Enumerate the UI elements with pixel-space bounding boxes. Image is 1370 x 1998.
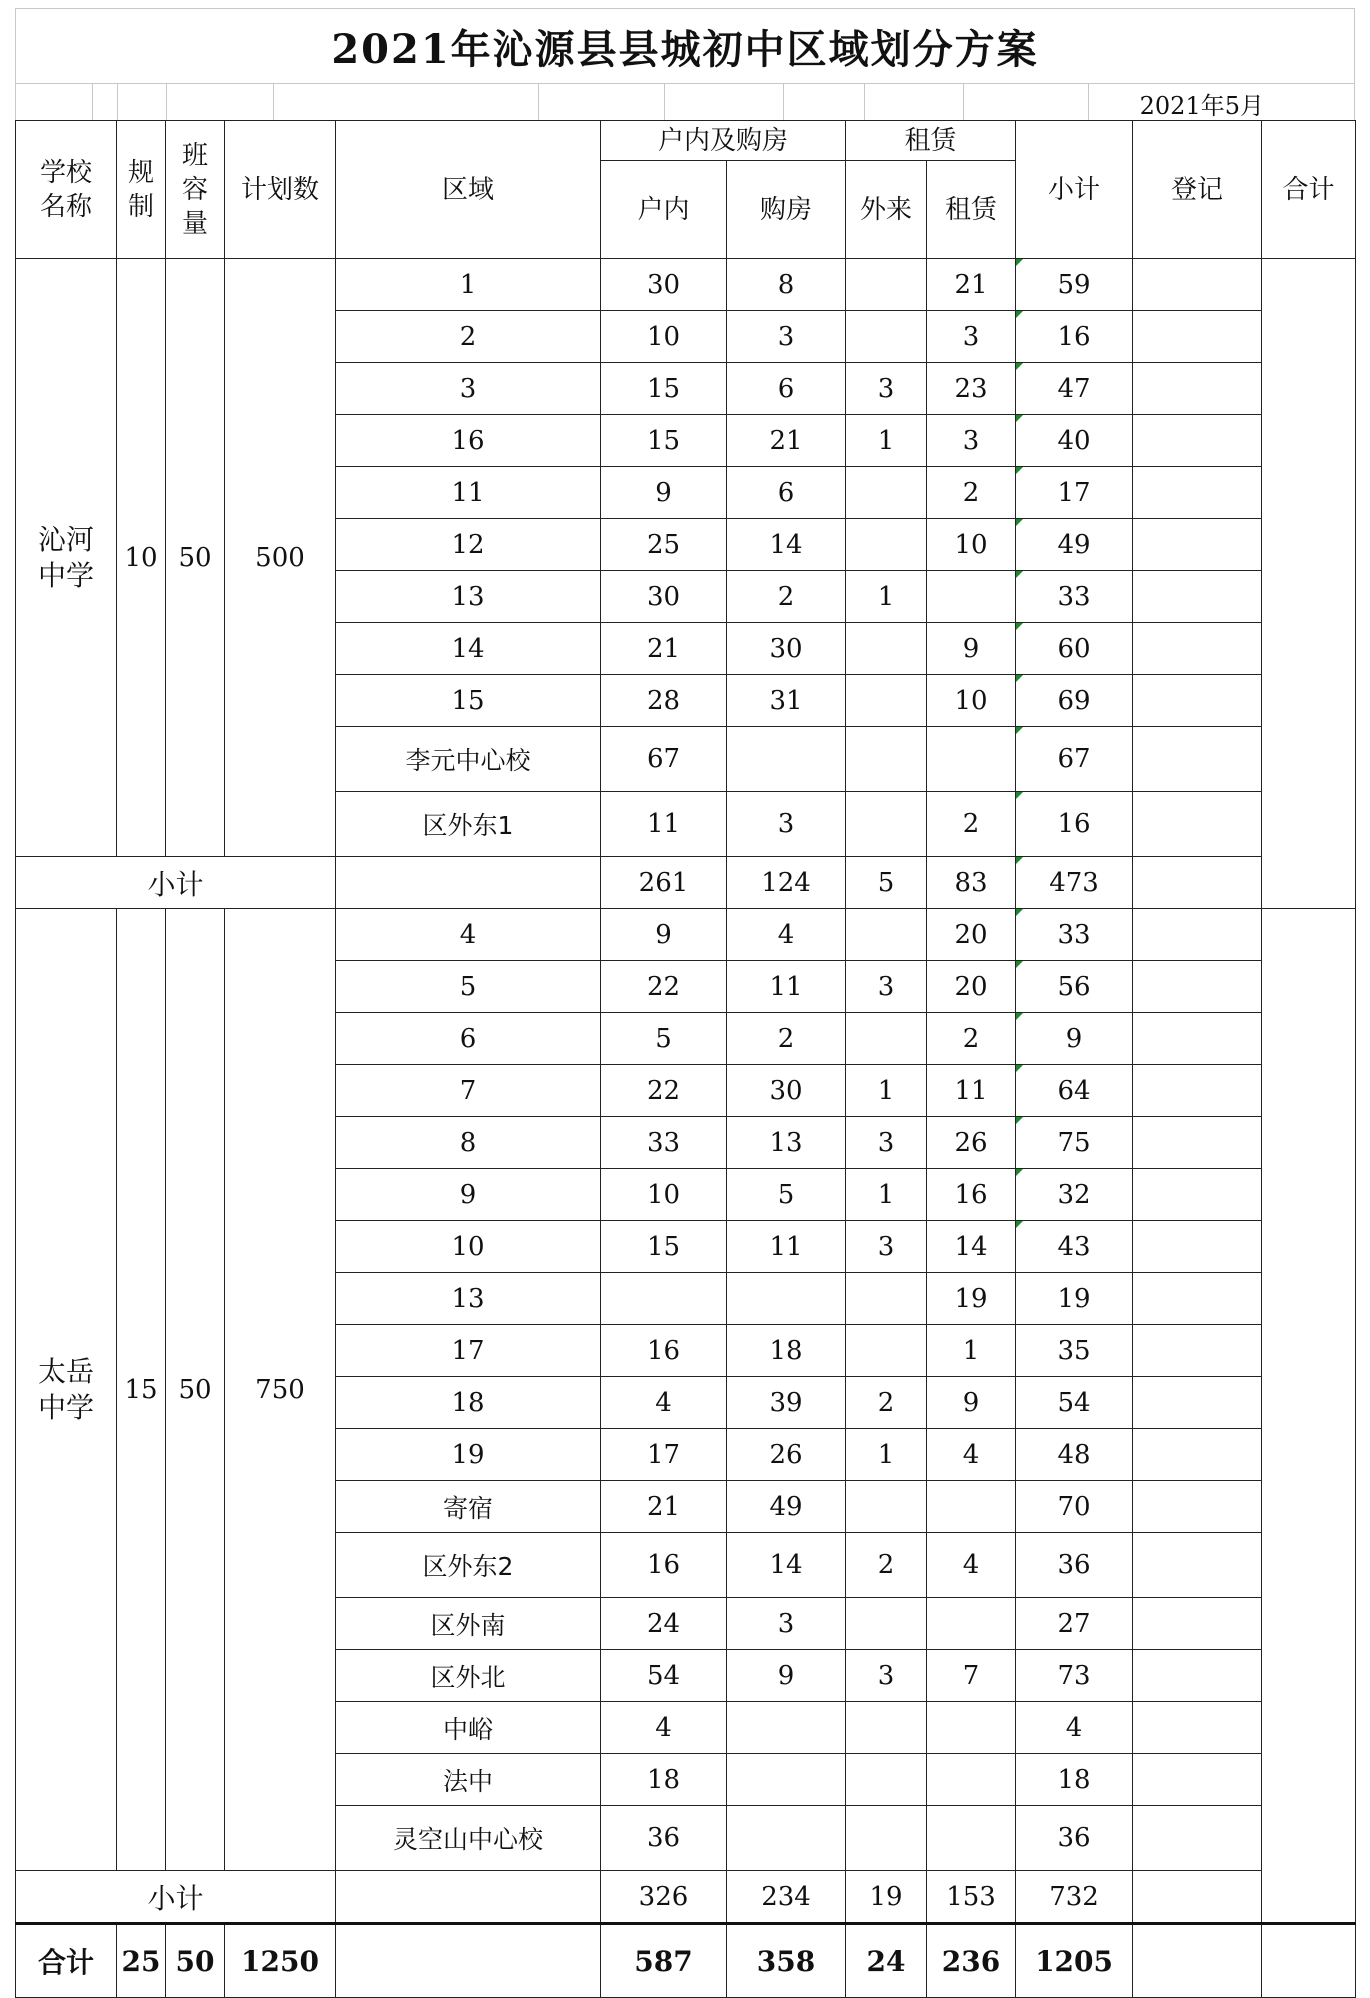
register-cell: [1133, 1806, 1262, 1871]
wailai-cell: 3: [846, 1221, 927, 1273]
wailai-cell: [846, 467, 927, 519]
area-cell: 15: [336, 675, 601, 727]
title-row: [15, 8, 1355, 83]
area-cell: 19: [336, 1429, 601, 1481]
hunei-cell: 10: [601, 1169, 727, 1221]
area-cell: 区外东1: [336, 792, 601, 857]
goufang-cell: 8: [727, 259, 846, 311]
register-cell: [1133, 1117, 1262, 1169]
grand-total-subtotal: 1205: [1016, 1924, 1133, 1998]
goufang-cell: 14: [727, 519, 846, 571]
register-cell: [1133, 857, 1262, 909]
goufang-cell: 30: [727, 623, 846, 675]
goufang-cell: 6: [727, 363, 846, 415]
area-cell: [336, 1924, 601, 1998]
hunei-cell: 15: [601, 363, 727, 415]
goufang-cell: 26: [727, 1429, 846, 1481]
goufang-cell: 21: [727, 415, 846, 467]
header-subtotal: 小计: [1016, 121, 1133, 259]
register-cell: [1133, 623, 1262, 675]
goufang-cell: 49: [727, 1481, 846, 1533]
hunei-cell: 15: [601, 415, 727, 467]
school-name-line: 太岳: [37, 1354, 94, 1388]
school-capacity: 50: [166, 909, 225, 1871]
register-cell: [1133, 961, 1262, 1013]
subtotal-cell: 59: [1016, 259, 1133, 311]
area-cell: 10: [336, 1221, 601, 1273]
wailai-cell: 1: [846, 1169, 927, 1221]
register-cell: [1133, 467, 1262, 519]
hunei-cell: 4: [601, 1702, 727, 1754]
school-name-line: 沁河: [37, 522, 94, 556]
subtotal-cell: 16: [1016, 311, 1133, 363]
zulin-cell: 23: [927, 363, 1016, 415]
area-cell: 寄宿: [336, 1481, 601, 1533]
wailai-cell: [846, 623, 927, 675]
wailai-cell: [846, 1806, 927, 1871]
header-group-rent: 租赁: [846, 121, 1016, 161]
header-zulin: 租赁: [927, 161, 1016, 259]
hunei-cell: 21: [601, 1481, 727, 1533]
area-cell: [336, 1871, 601, 1924]
goufang-cell: 3: [727, 1598, 846, 1650]
zulin-cell: [927, 1702, 1016, 1754]
zulin-cell: 4: [927, 1429, 1016, 1481]
hunei-cell: 16: [601, 1533, 727, 1598]
zulin-cell: 4: [927, 1533, 1016, 1598]
zulin-cell: 7: [927, 1650, 1016, 1702]
zulin-cell: [927, 1481, 1016, 1533]
subtotal-cell: 9: [1016, 1013, 1133, 1065]
wailai-cell: [846, 259, 927, 311]
wailai-cell: [846, 519, 927, 571]
grand-total-goufang: 358: [727, 1924, 846, 1998]
register-cell: [1133, 1169, 1262, 1221]
goufang-cell: 11: [727, 1221, 846, 1273]
area-cell: [336, 857, 601, 909]
wailai-cell: [846, 909, 927, 961]
school-plan: 500: [225, 259, 336, 857]
zulin-cell: 2: [927, 467, 1016, 519]
wailai-cell: [846, 1754, 927, 1806]
zulin-cell: 10: [927, 675, 1016, 727]
wailai-cell: [846, 675, 927, 727]
subtotal-cell: 16: [1016, 792, 1133, 857]
register-cell: [1133, 1702, 1262, 1754]
table-row: [16, 909, 1356, 961]
subtotal-cell: 70: [1016, 1481, 1133, 1533]
area-cell: 6: [336, 1013, 601, 1065]
zulin-cell: 16: [927, 1169, 1016, 1221]
area-cell: 13: [336, 571, 601, 623]
zulin-sum: 153: [927, 1871, 1016, 1924]
hunei-cell: 16: [601, 1325, 727, 1377]
zulin-cell: 21: [927, 259, 1016, 311]
goufang-cell: 4: [727, 909, 846, 961]
hunei-cell: 25: [601, 519, 727, 571]
zulin-cell: 3: [927, 415, 1016, 467]
hunei-cell: 30: [601, 571, 727, 623]
grand-total-zulin: 236: [927, 1924, 1016, 1998]
header-school-name: 学校 名称: [16, 121, 117, 259]
area-cell: 2: [336, 311, 601, 363]
zulin-cell: [927, 1598, 1016, 1650]
school-scale: 15: [117, 909, 166, 1871]
goufang-cell: 5: [727, 1169, 846, 1221]
grand-total-wailai: 24: [846, 1924, 927, 1998]
register-cell: [1133, 311, 1262, 363]
register-cell: [1133, 415, 1262, 467]
register-cell: [1133, 1429, 1262, 1481]
page-title: 2021年沁源县县城初中区域划分方案: [331, 25, 1039, 73]
subtotal-cell: 33: [1016, 571, 1133, 623]
zulin-cell: 26: [927, 1117, 1016, 1169]
goufang-cell: [727, 1806, 846, 1871]
goufang-cell: [727, 1273, 846, 1325]
subtotal-cell: 17: [1016, 467, 1133, 519]
grand-total-row: [16, 1924, 1356, 1998]
register-cell: [1133, 1013, 1262, 1065]
grand-total-capacity: 50: [166, 1924, 225, 1998]
goufang-cell: 18: [727, 1325, 846, 1377]
area-cell: 13: [336, 1273, 601, 1325]
area-cell: 17: [336, 1325, 601, 1377]
hunei-cell: [601, 1273, 727, 1325]
register-cell: [1133, 1481, 1262, 1533]
wailai-cell: [846, 1273, 927, 1325]
subtotal-cell: 60: [1016, 623, 1133, 675]
hunei-cell: 15: [601, 1221, 727, 1273]
goufang-cell: 11: [727, 961, 846, 1013]
header-plan: 计划数: [225, 121, 336, 259]
zulin-sum: 83: [927, 857, 1016, 909]
goufang-cell: 2: [727, 571, 846, 623]
register-cell: [1133, 1273, 1262, 1325]
subtotal-cell: 33: [1016, 909, 1133, 961]
wailai-cell: [846, 1598, 927, 1650]
area-cell: 区外北: [336, 1650, 601, 1702]
register-cell: [1133, 1377, 1262, 1429]
zulin-cell: 2: [927, 792, 1016, 857]
subtotal-sum: 732: [1016, 1871, 1133, 1924]
goufang-cell: 30: [727, 1065, 846, 1117]
wailai-cell: [846, 1325, 927, 1377]
area-cell: 区外南: [336, 1598, 601, 1650]
hunei-cell: 54: [601, 1650, 727, 1702]
goufang-cell: 13: [727, 1117, 846, 1169]
hunei-sum: 326: [601, 1871, 727, 1924]
area-cell: 1: [336, 259, 601, 311]
subtotal-cell: 56: [1016, 961, 1133, 1013]
total-cell: [1262, 259, 1356, 909]
register-cell: [1133, 1754, 1262, 1806]
register-cell: [1133, 909, 1262, 961]
date-label: 2021年5月: [1139, 92, 1264, 120]
area-cell: 3: [336, 363, 601, 415]
hunei-cell: 22: [601, 961, 727, 1013]
wailai-cell: [846, 792, 927, 857]
school-name-line: 中学: [37, 558, 94, 592]
register-cell: [1133, 1650, 1262, 1702]
area-cell: 12: [336, 519, 601, 571]
spreadsheet: [15, 8, 1355, 1998]
header-group-huji: 户内及购房: [601, 121, 846, 161]
zulin-cell: 1: [927, 1325, 1016, 1377]
zulin-cell: [927, 1806, 1016, 1871]
hunei-cell: 9: [601, 467, 727, 519]
area-cell: 5: [336, 961, 601, 1013]
hunei-cell: 10: [601, 311, 727, 363]
hunei-cell: 28: [601, 675, 727, 727]
goufang-cell: 6: [727, 467, 846, 519]
register-cell: [1133, 571, 1262, 623]
register-cell: [1133, 1598, 1262, 1650]
school-name: [16, 909, 117, 1871]
register-cell: [1133, 1871, 1262, 1924]
subtotal-cell: 36: [1016, 1806, 1133, 1871]
subtotal-row: [16, 1871, 1356, 1924]
grand-total-scale: 25: [117, 1924, 166, 1998]
header-hunei: 户内: [601, 161, 727, 259]
zulin-cell: 20: [927, 961, 1016, 1013]
hunei-cell: 36: [601, 1806, 727, 1871]
zulin-cell: 9: [927, 623, 1016, 675]
goufang-cell: [727, 1702, 846, 1754]
area-cell: 16: [336, 415, 601, 467]
goufang-cell: 2: [727, 1013, 846, 1065]
header-area: 区域: [336, 121, 601, 259]
area-cell: 18: [336, 1377, 601, 1429]
header-wailai: 外来: [846, 161, 927, 259]
zulin-cell: 3: [927, 311, 1016, 363]
area-cell: 7: [336, 1065, 601, 1117]
school-name-line: 中学: [37, 1390, 94, 1424]
school-plan: 750: [225, 909, 336, 1871]
register-cell: [1133, 363, 1262, 415]
table-row: [16, 259, 1356, 311]
area-cell: 11: [336, 467, 601, 519]
wailai-cell: 2: [846, 1533, 927, 1598]
zulin-cell: 2: [927, 1013, 1016, 1065]
subtotal-cell: 75: [1016, 1117, 1133, 1169]
register-cell: [1133, 519, 1262, 571]
subtotal-cell: 64: [1016, 1065, 1133, 1117]
register-cell: [1133, 792, 1262, 857]
subtotal-cell: 19: [1016, 1273, 1133, 1325]
hunei-cell: 17: [601, 1429, 727, 1481]
school-scale: 10: [117, 259, 166, 857]
subtotal-cell: 18: [1016, 1754, 1133, 1806]
subtotal-cell: 54: [1016, 1377, 1133, 1429]
goufang-cell: 31: [727, 675, 846, 727]
wailai-cell: [846, 1013, 927, 1065]
hunei-cell: 11: [601, 792, 727, 857]
register-cell: [1133, 727, 1262, 792]
wailai-cell: [846, 311, 927, 363]
wailai-cell: 3: [846, 1117, 927, 1169]
hunei-cell: 4: [601, 1377, 727, 1429]
area-cell: 中峪: [336, 1702, 601, 1754]
subtotal-label: 小计: [16, 1871, 336, 1924]
goufang-cell: 39: [727, 1377, 846, 1429]
school-name: [16, 259, 117, 857]
subtotal-cell: 48: [1016, 1429, 1133, 1481]
header-goufang: 购房: [727, 161, 846, 259]
area-cell: 9: [336, 1169, 601, 1221]
hunei-cell: 24: [601, 1598, 727, 1650]
zulin-cell: 11: [927, 1065, 1016, 1117]
subtotal-cell: 47: [1016, 363, 1133, 415]
goufang-cell: 9: [727, 1650, 846, 1702]
allocation-table: [15, 120, 1356, 1998]
wailai-cell: [846, 1702, 927, 1754]
subtotal-cell: 49: [1016, 519, 1133, 571]
subtotal-cell: 43: [1016, 1221, 1133, 1273]
register-cell: [1133, 1533, 1262, 1598]
wailai-cell: [846, 1481, 927, 1533]
wailai-cell: 1: [846, 1065, 927, 1117]
grand-total-label: 合计: [16, 1924, 117, 1998]
hunei-sum: 261: [601, 857, 727, 909]
area-cell: 区外东2: [336, 1533, 601, 1598]
hunei-cell: 22: [601, 1065, 727, 1117]
goufang-sum: 124: [727, 857, 846, 909]
subtotal-cell: 35: [1016, 1325, 1133, 1377]
goufang-cell: 3: [727, 792, 846, 857]
zulin-cell: [927, 1754, 1016, 1806]
subtotal-cell: 40: [1016, 415, 1133, 467]
hunei-cell: 21: [601, 623, 727, 675]
hunei-cell: 9: [601, 909, 727, 961]
subtotal-row: [16, 857, 1356, 909]
zulin-cell: 19: [927, 1273, 1016, 1325]
subtotal-label: 小计: [16, 857, 336, 909]
register-cell: [1133, 1325, 1262, 1377]
goufang-cell: [727, 727, 846, 792]
area-cell: 14: [336, 623, 601, 675]
subtotal-cell: 4: [1016, 1702, 1133, 1754]
goufang-sum: 234: [727, 1871, 846, 1924]
area-cell: 灵空山中心校: [336, 1806, 601, 1871]
hunei-cell: 67: [601, 727, 727, 792]
wailai-cell: 3: [846, 961, 927, 1013]
header-capacity: 班 容 量: [166, 121, 225, 259]
wailai-cell: 1: [846, 415, 927, 467]
hunei-cell: 18: [601, 1754, 727, 1806]
total-cell: [1262, 1924, 1356, 1998]
wailai-cell: 3: [846, 1650, 927, 1702]
subtotal-cell: 32: [1016, 1169, 1133, 1221]
register-cell: [1133, 1924, 1262, 1998]
subtotal-cell: 36: [1016, 1533, 1133, 1598]
zulin-cell: [927, 571, 1016, 623]
school-capacity: 50: [166, 259, 225, 857]
subtotal-cell: 69: [1016, 675, 1133, 727]
wailai-cell: 2: [846, 1377, 927, 1429]
register-cell: [1133, 1221, 1262, 1273]
area-cell: 8: [336, 1117, 601, 1169]
register-cell: [1133, 259, 1262, 311]
zulin-cell: 14: [927, 1221, 1016, 1273]
date-row: [15, 83, 1355, 120]
wailai-cell: [846, 727, 927, 792]
subtotal-cell: 27: [1016, 1598, 1133, 1650]
hunei-cell: 30: [601, 259, 727, 311]
wailai-cell: 1: [846, 571, 927, 623]
subtotal-cell: 67: [1016, 727, 1133, 792]
register-cell: [1133, 1065, 1262, 1117]
area-cell: 李元中心校: [336, 727, 601, 792]
register-cell: [1133, 675, 1262, 727]
wailai-sum: 5: [846, 857, 927, 909]
grand-total-plan: 1250: [225, 1924, 336, 1998]
hunei-cell: 5: [601, 1013, 727, 1065]
subtotal-sum: 473: [1016, 857, 1133, 909]
header-total: 合计: [1262, 121, 1356, 259]
total-cell: [1262, 909, 1356, 1924]
goufang-cell: [727, 1754, 846, 1806]
wailai-cell: 3: [846, 363, 927, 415]
zulin-cell: 10: [927, 519, 1016, 571]
goufang-cell: 3: [727, 311, 846, 363]
header-register: 登记: [1133, 121, 1262, 259]
area-cell: 法中: [336, 1754, 601, 1806]
area-cell: 4: [336, 909, 601, 961]
zulin-cell: [927, 727, 1016, 792]
grand-total-hunei: 587: [601, 1924, 727, 1998]
header-scale: 规 制: [117, 121, 166, 259]
hunei-cell: 33: [601, 1117, 727, 1169]
zulin-cell: 20: [927, 909, 1016, 961]
wailai-cell: 1: [846, 1429, 927, 1481]
goufang-cell: 14: [727, 1533, 846, 1598]
zulin-cell: 9: [927, 1377, 1016, 1429]
wailai-sum: 19: [846, 1871, 927, 1924]
subtotal-cell: 73: [1016, 1650, 1133, 1702]
